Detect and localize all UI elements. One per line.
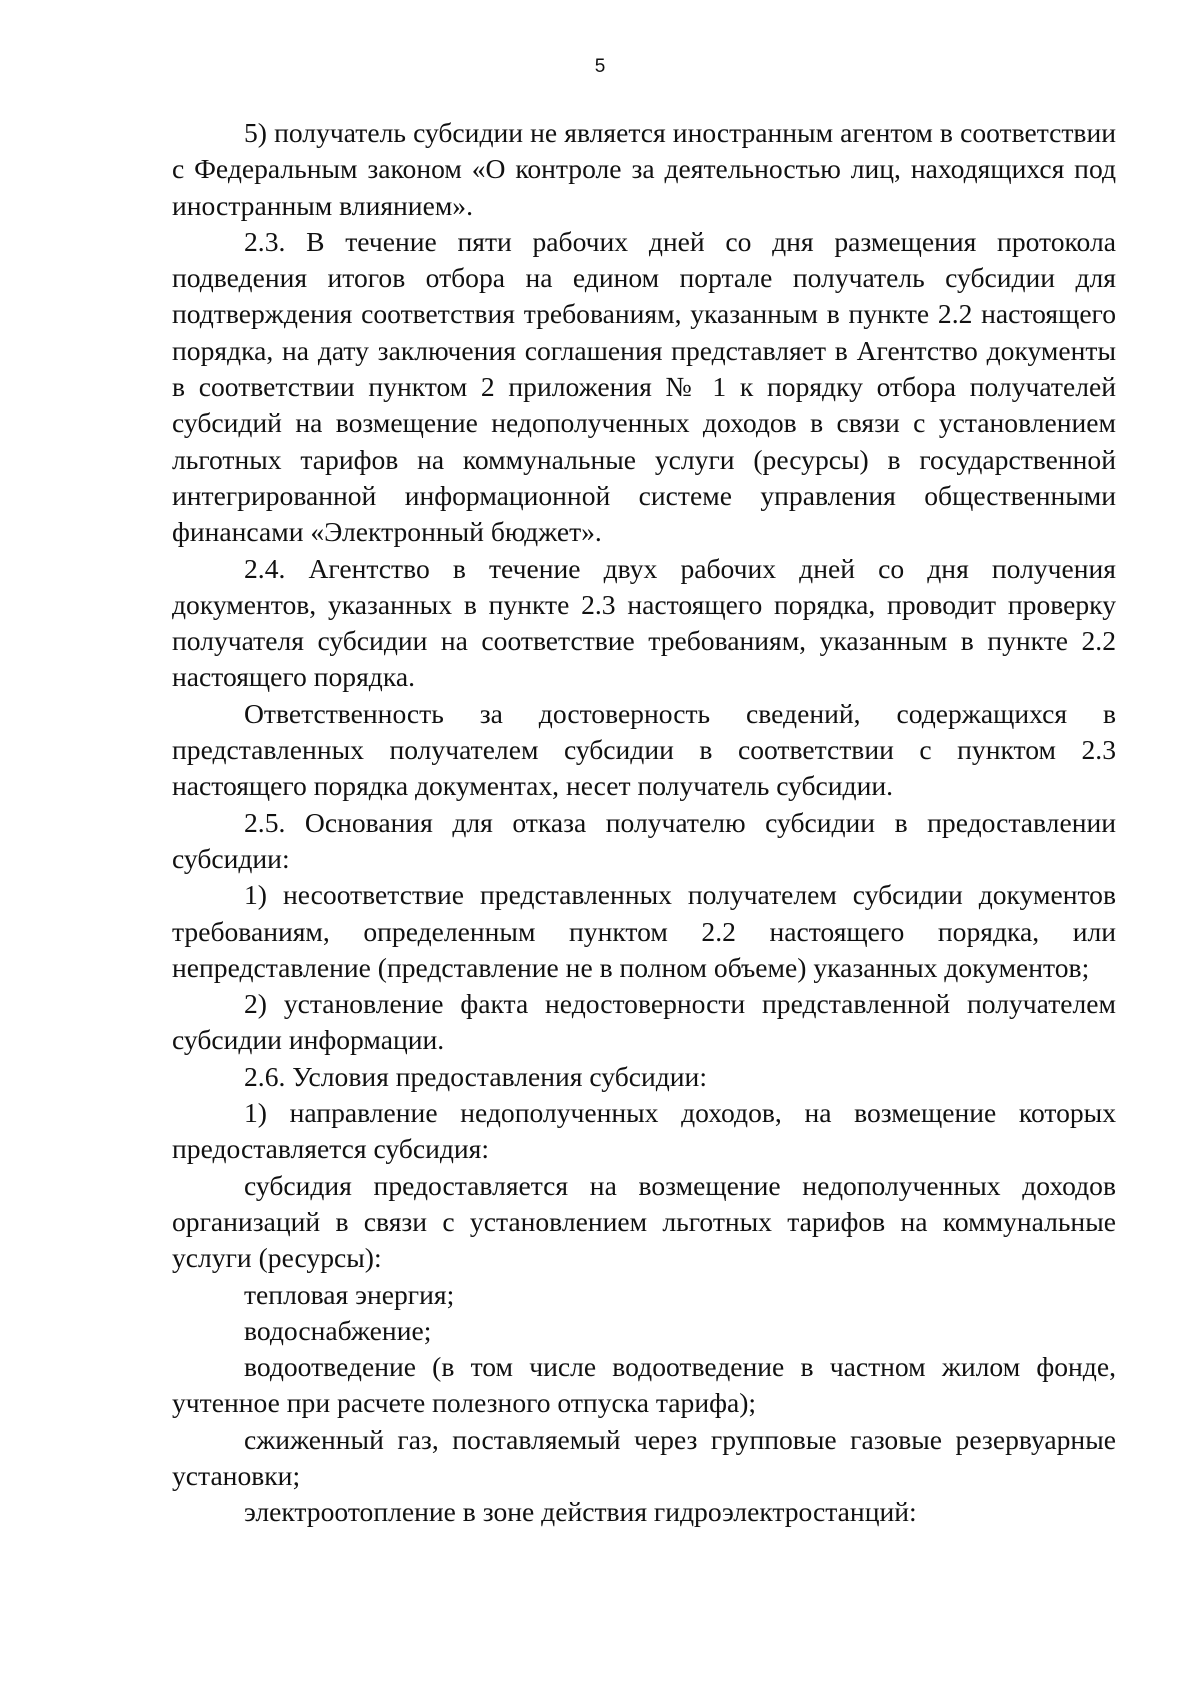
paragraph-item-5-foreign-agent: 5) получатель субсидии не является иностранным агентом в соответствии с Федеральным законом «О контроле за деятельностью лиц, находящихся под иностранным влиянием». [172,117,1116,221]
list-item-heat-energy: тепловая энергия; [244,1278,455,1310]
paragraph-2-4: 2.4. Агентство в течение двух рабочих дней со дня получения документов, указанных в пункте 2.3 настоящего порядка, проводит проверку получателя субсидии на соответствие требованиям, указанным в пункте 2.2 настоящего порядка. [172,552,1116,693]
list-item-water-supply: водоснабжение; [244,1314,432,1346]
paragraph-2-5: 2.5. Основания для отказа получателю субсидии в предоставлении субсидии: [172,806,1116,874]
list-item-electric-heating: электроотопление в зоне действия гидроэлектростанций: [244,1496,917,1528]
paragraph-responsibility: Ответственность за достоверность сведений, содержащихся в представленных получателем субсидии в соответствии с пунктом 2.3 настоящего порядка документах, несет получатель субсидии. [172,697,1116,802]
paragraph-subsidy-purpose: субсидия предоставляется на возмещение недополученных доходов организаций в связи с установлением льготных тарифов на коммунальные услуги (ресурсы): [172,1169,1116,1274]
paragraph-2-3: 2.3. В течение пяти рабочих дней со дня размещения протокола подведения итогов отбора на едином портале получатель субсидии для подтверждения соответствия требованиям, указанным в пункте 2.2 настоящего порядка, на дату заключения соглашения представляет в Агентство документы в соответствии пунктом 2 приложения № 1 к порядку отбора получателей субсидий на возмещение недополученных доходов в связи с установлением льготных тарифов на коммунальные услуги (ресурсы) в государственной интегрированной информационной системе управления общественными финансами «Электронный бюджет». [172,225,1116,548]
paragraph-2-6-item-1: 1) направление недополученных доходов, на возмещение которых предоставляется субсидия: [172,1097,1116,1165]
list-item-water-disposal: водоотведение (в том числе водоотведение в частном жилом фонде, учтенное при расчете полезного отпуска тарифа); [172,1351,1116,1419]
list-item-liquefied-gas: сжиженный газ, поставляемый через групповые газовые резервуарные установки; [172,1423,1116,1491]
paragraph-2-5-item-1: 1) несоответствие представленных получателем субсидии документов требованиям, определенным пунктом 2.2 настоящего порядка, или непредставление (представление не в полном объеме) указанных документов; [172,879,1116,983]
document-body [172,115,1116,1531]
paragraph-2-5-item-2: 2) установление факта недостоверности представленной получателем субсидии информации. [172,988,1116,1056]
page-number: 5 [594,56,606,77]
paragraph-2-6: 2.6. Условия предоставления субсидии: [244,1060,707,1092]
